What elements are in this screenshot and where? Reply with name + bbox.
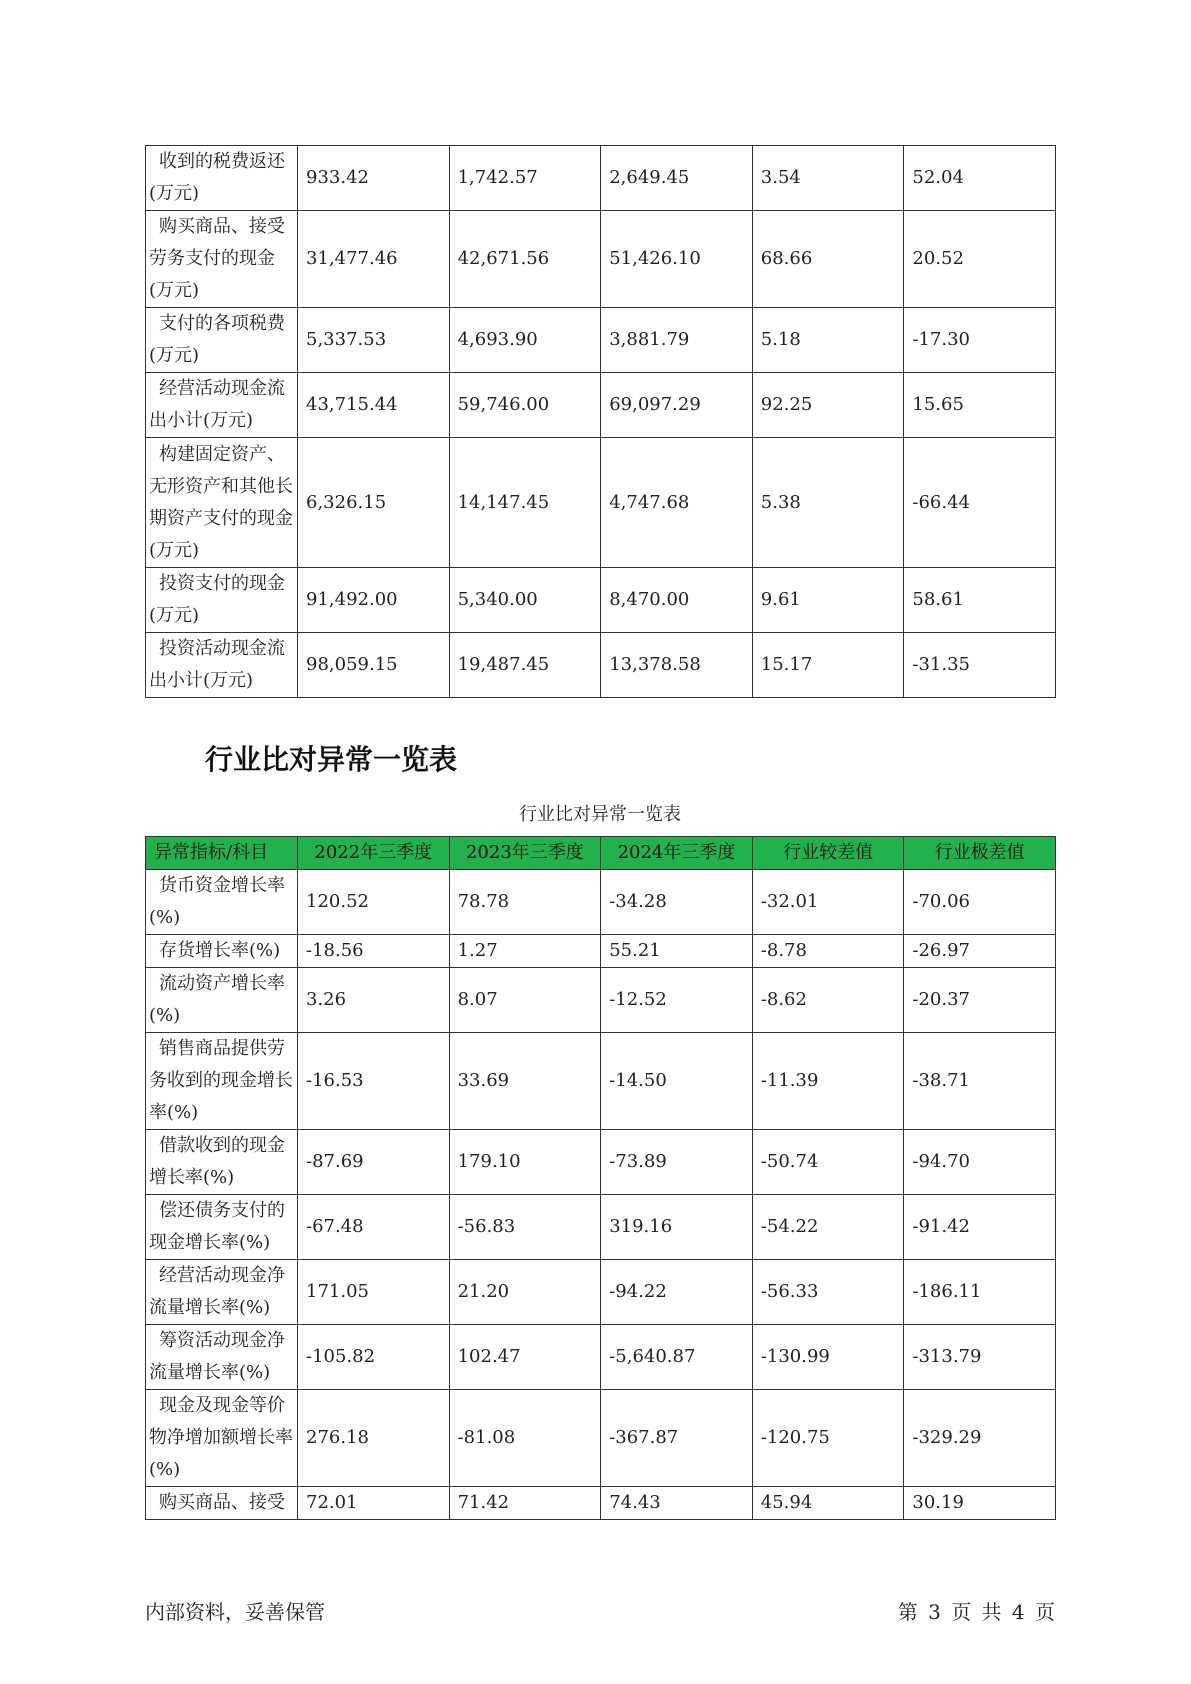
row-label: 构建固定资产、无形资产和其他长期资产支付的现金(万元) bbox=[146, 438, 298, 568]
table-cell: -87.69 bbox=[298, 1130, 450, 1195]
section-title: 行业比对异常一览表 bbox=[205, 743, 458, 776]
row-label: 现金及现金等价物净增加额增长率(%) bbox=[146, 1390, 298, 1487]
table-cell: -18.56 bbox=[298, 935, 450, 968]
footer-confidential-note: 内部资料，妥善保管 bbox=[145, 1600, 325, 1624]
column-header: 2024年三季度 bbox=[601, 837, 753, 870]
table-cell: 8.07 bbox=[449, 968, 601, 1033]
industry-anomaly-table bbox=[145, 836, 1056, 1520]
column-header: 异常指标/科目 bbox=[146, 837, 298, 870]
column-header: 2023年三季度 bbox=[449, 837, 601, 870]
row-label: 经营活动现金流出小计(万元) bbox=[146, 373, 298, 438]
table-cell: -34.28 bbox=[601, 870, 753, 935]
table-cell: -91.42 bbox=[904, 1195, 1056, 1260]
row-label: 偿还债务支付的现金增长率(%) bbox=[146, 1195, 298, 1260]
table-cell: -8.78 bbox=[752, 935, 904, 968]
row-label: 投资支付的现金(万元) bbox=[146, 568, 298, 633]
table-cell: -17.30 bbox=[904, 308, 1056, 373]
table-cell: 276.18 bbox=[298, 1390, 450, 1487]
table-cell: 8,470.00 bbox=[601, 568, 753, 633]
table-cell: -11.39 bbox=[752, 1033, 904, 1130]
table-cell: 55.21 bbox=[601, 935, 753, 968]
table-cell: 1,742.57 bbox=[449, 146, 601, 211]
table-cell: 171.05 bbox=[298, 1260, 450, 1325]
table-cell: -14.50 bbox=[601, 1033, 753, 1130]
table-row bbox=[146, 1033, 1056, 1130]
table-cell: 120.52 bbox=[298, 870, 450, 935]
table-cell: -8.62 bbox=[752, 968, 904, 1033]
table-cell: -66.44 bbox=[904, 438, 1056, 568]
table-row bbox=[146, 438, 1056, 568]
cash-flow-table bbox=[145, 145, 1056, 698]
table-cell: -70.06 bbox=[904, 870, 1056, 935]
table-cell: -32.01 bbox=[752, 870, 904, 935]
table-row bbox=[146, 211, 1056, 308]
table-row bbox=[146, 1195, 1056, 1260]
row-label: 货币资金增长率(%) bbox=[146, 870, 298, 935]
row-label: 经营活动现金净流量增长率(%) bbox=[146, 1260, 298, 1325]
row-label: 销售商品提供劳务收到的现金增长率(%) bbox=[146, 1033, 298, 1130]
row-label: 筹资活动现金净流量增长率(%) bbox=[146, 1325, 298, 1390]
table-cell: -56.33 bbox=[752, 1260, 904, 1325]
table-cell: 21.20 bbox=[449, 1260, 601, 1325]
table-row bbox=[146, 146, 1056, 211]
table-cell: 91,492.00 bbox=[298, 568, 450, 633]
table-row bbox=[146, 1390, 1056, 1487]
table-cell: 31,477.46 bbox=[298, 211, 450, 308]
table-cell: -31.35 bbox=[904, 633, 1056, 698]
table-cell: 5.18 bbox=[752, 308, 904, 373]
row-label: 支付的各项税费(万元) bbox=[146, 308, 298, 373]
table-cell: 2,649.45 bbox=[601, 146, 753, 211]
row-label: 收到的税费返还(万元) bbox=[146, 146, 298, 211]
table-cell: 15.65 bbox=[904, 373, 1056, 438]
table-cell: 30.19 bbox=[904, 1487, 1056, 1520]
table-cell: 5.38 bbox=[752, 438, 904, 568]
table-cell: -5,640.87 bbox=[601, 1325, 753, 1390]
table-row bbox=[146, 568, 1056, 633]
table-cell: 72.01 bbox=[298, 1487, 450, 1520]
table-cell: 5,340.00 bbox=[449, 568, 601, 633]
table-cell: 319.16 bbox=[601, 1195, 753, 1260]
table-cell: 5,337.53 bbox=[298, 308, 450, 373]
table-cell: -16.53 bbox=[298, 1033, 450, 1130]
table-cell: 9.61 bbox=[752, 568, 904, 633]
footer-page-number: 第 3 页 共 4 页 bbox=[897, 1600, 1055, 1624]
table-cell: 14,147.45 bbox=[449, 438, 601, 568]
table-cell: 179.10 bbox=[449, 1130, 601, 1195]
table-cell: -54.22 bbox=[752, 1195, 904, 1260]
table-row bbox=[146, 935, 1056, 968]
table-row bbox=[146, 308, 1056, 373]
table-cell: 74.43 bbox=[601, 1487, 753, 1520]
table-cell: -81.08 bbox=[449, 1390, 601, 1487]
table-cell: 4,747.68 bbox=[601, 438, 753, 568]
table-cell: 20.52 bbox=[904, 211, 1056, 308]
table-cell: -367.87 bbox=[601, 1390, 753, 1487]
table-cell: 3.26 bbox=[298, 968, 450, 1033]
table-cell: -94.70 bbox=[904, 1130, 1056, 1195]
row-label: 借款收到的现金增长率(%) bbox=[146, 1130, 298, 1195]
table-cell: 59,746.00 bbox=[449, 373, 601, 438]
table-cell: 1.27 bbox=[449, 935, 601, 968]
table-cell: -130.99 bbox=[752, 1325, 904, 1390]
row-label: 流动资产增长率(%) bbox=[146, 968, 298, 1033]
table-cell: 6,326.15 bbox=[298, 438, 450, 568]
column-header: 行业较差值 bbox=[752, 837, 904, 870]
row-label: 购买商品、接受 bbox=[146, 1487, 298, 1520]
table-cell: 78.78 bbox=[449, 870, 601, 935]
table-cell: -120.75 bbox=[752, 1390, 904, 1487]
table-row bbox=[146, 1130, 1056, 1195]
table-cell: 98,059.15 bbox=[298, 633, 450, 698]
table-caption: 行业比对异常一览表 bbox=[519, 804, 681, 825]
table-cell: 4,693.90 bbox=[449, 308, 601, 373]
table-cell: -313.79 bbox=[904, 1325, 1056, 1390]
table-cell: 102.47 bbox=[449, 1325, 601, 1390]
table-cell: 15.17 bbox=[752, 633, 904, 698]
table-cell: 71.42 bbox=[449, 1487, 601, 1520]
table-row bbox=[146, 1260, 1056, 1325]
row-label: 存货增长率(%) bbox=[146, 935, 298, 968]
table-cell: -12.52 bbox=[601, 968, 753, 1033]
table-cell: 51,426.10 bbox=[601, 211, 753, 308]
table-cell: -20.37 bbox=[904, 968, 1056, 1033]
table-header-row bbox=[146, 837, 1056, 870]
row-label: 购买商品、接受劳务支付的现金(万元) bbox=[146, 211, 298, 308]
table-cell: 58.61 bbox=[904, 568, 1056, 633]
column-header: 行业极差值 bbox=[904, 837, 1056, 870]
table-cell: 3.54 bbox=[752, 146, 904, 211]
table-cell: -26.97 bbox=[904, 935, 1056, 968]
table-cell: -50.74 bbox=[752, 1130, 904, 1195]
table-cell: -94.22 bbox=[601, 1260, 753, 1325]
table-cell: 33.69 bbox=[449, 1033, 601, 1130]
table-row bbox=[146, 870, 1056, 935]
table-cell: 69,097.29 bbox=[601, 373, 753, 438]
table-row bbox=[146, 968, 1056, 1033]
table-row bbox=[146, 1325, 1056, 1390]
table-row bbox=[146, 1487, 1056, 1520]
table-cell: 13,378.58 bbox=[601, 633, 753, 698]
table-cell: 68.66 bbox=[752, 211, 904, 308]
table-cell: -56.83 bbox=[449, 1195, 601, 1260]
table-cell: -105.82 bbox=[298, 1325, 450, 1390]
table-cell: 43,715.44 bbox=[298, 373, 450, 438]
table-cell: -38.71 bbox=[904, 1033, 1056, 1130]
table-cell: -67.48 bbox=[298, 1195, 450, 1260]
row-label: 投资活动现金流出小计(万元) bbox=[146, 633, 298, 698]
table-cell: 19,487.45 bbox=[449, 633, 601, 698]
table-cell: 52.04 bbox=[904, 146, 1056, 211]
table-row bbox=[146, 373, 1056, 438]
table-cell: 933.42 bbox=[298, 146, 450, 211]
table-cell: 92.25 bbox=[752, 373, 904, 438]
table-cell: -73.89 bbox=[601, 1130, 753, 1195]
table-cell: -329.29 bbox=[904, 1390, 1056, 1487]
table-cell: 42,671.56 bbox=[449, 211, 601, 308]
table-row bbox=[146, 633, 1056, 698]
table-cell: -186.11 bbox=[904, 1260, 1056, 1325]
column-header: 2022年三季度 bbox=[298, 837, 450, 870]
table-cell: 3,881.79 bbox=[601, 308, 753, 373]
table-cell: 45.94 bbox=[752, 1487, 904, 1520]
